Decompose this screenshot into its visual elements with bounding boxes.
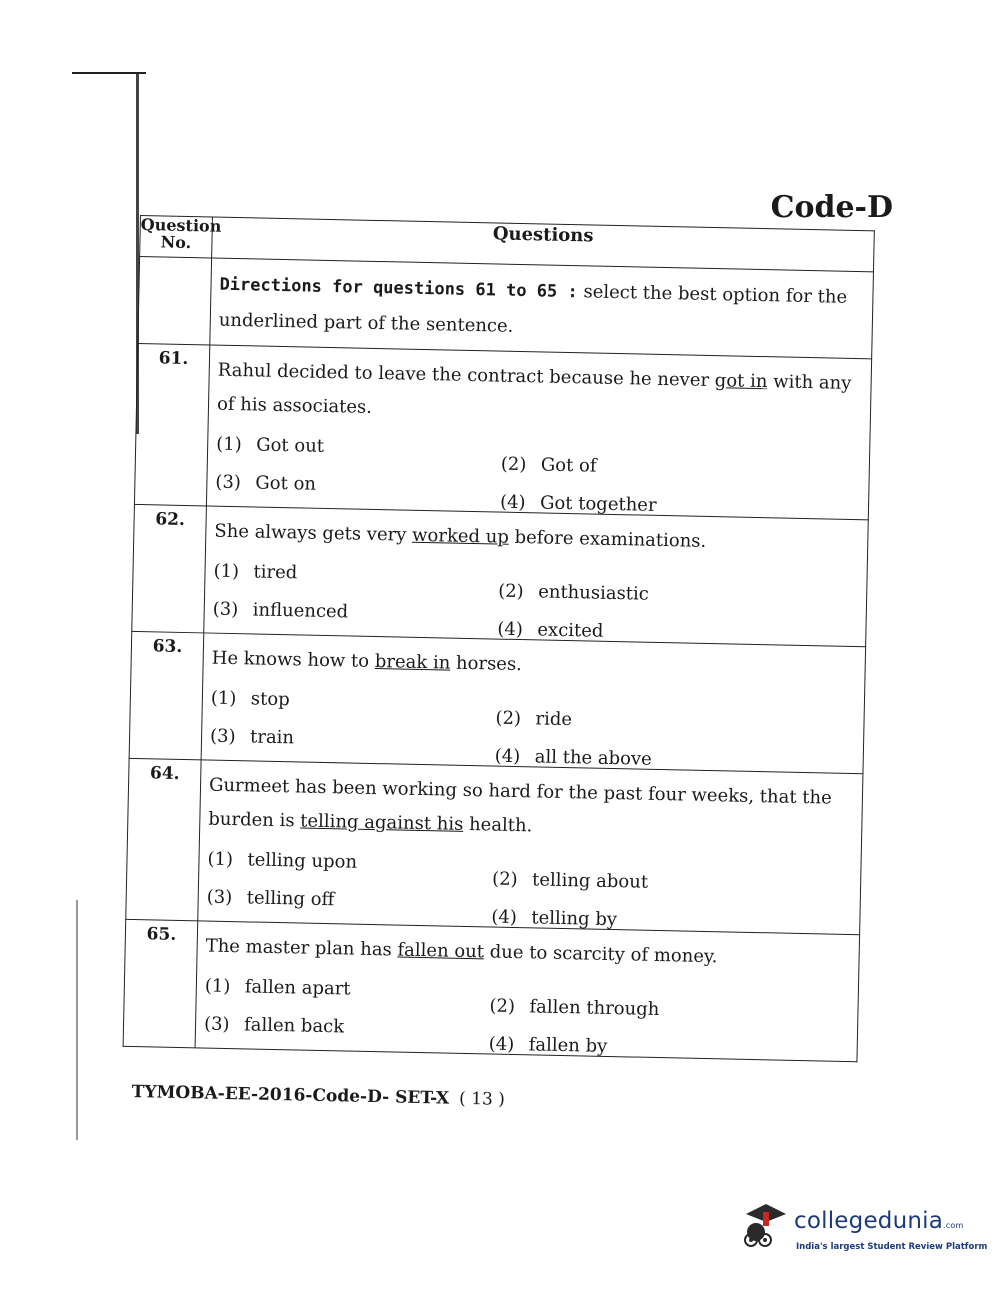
option-text: stop — [250, 688, 290, 711]
directions-body: select the best option for the underlined part of the sentence. — [218, 281, 848, 337]
option-text: telling off — [246, 887, 335, 911]
question-row — [132, 504, 868, 646]
stem-underlined: break in — [374, 651, 451, 674]
question-row — [129, 631, 865, 773]
directions-row — [138, 257, 874, 359]
scan-border-top — [72, 72, 146, 74]
options-grid — [215, 428, 859, 516]
option-number: (1) — [215, 433, 242, 456]
header-question-no — [140, 215, 222, 258]
option-number: (4) — [491, 906, 518, 929]
option-3 — [206, 881, 492, 921]
stem-text-before: Rahul decided to leave the contract because he never — [217, 359, 716, 392]
option-1 — [211, 682, 497, 722]
question-number: 64. — [126, 758, 201, 920]
directions-no-cell — [138, 257, 212, 345]
option-3 — [210, 720, 496, 760]
option-number: (4) — [499, 491, 526, 514]
directions-bold: Directions for questions 61 to 65 : — [219, 274, 578, 303]
option-2 — [500, 448, 859, 489]
option-text: all the above — [534, 746, 653, 770]
options-grid — [212, 555, 856, 640]
question-number: 62. — [132, 504, 207, 632]
question-cell — [195, 921, 860, 1062]
question-stem — [217, 354, 861, 435]
options-grid — [206, 843, 850, 931]
option-text: fallen apart — [244, 976, 351, 1000]
question-cell — [206, 345, 871, 520]
header-no-line2: No. — [160, 232, 192, 253]
option-number: (3) — [209, 725, 236, 748]
option-2 — [495, 702, 854, 743]
option-text: enthusiastic — [537, 581, 650, 605]
stem-underlined: telling against his — [300, 810, 464, 835]
watermark-name-text: collegedunia — [794, 1208, 944, 1234]
option-text: Got on — [255, 472, 317, 495]
option-text: fallen through — [529, 996, 660, 1021]
question-row — [126, 758, 863, 934]
option-text: tired — [253, 561, 298, 584]
stem-text-after: with any of his associates. — [216, 371, 852, 418]
option-number: (2) — [491, 868, 518, 891]
option-number: (3) — [203, 1013, 230, 1036]
option-text: Got out — [255, 434, 325, 457]
option-number: (1) — [210, 687, 237, 710]
option-text: telling by — [531, 907, 618, 931]
question-cell — [198, 760, 863, 935]
watermark-tld: .com — [943, 1221, 964, 1230]
option-number: (3) — [212, 598, 239, 621]
option-3 — [212, 593, 498, 633]
stem-text-after: due to scarcity of money. — [483, 941, 718, 968]
option-3 — [204, 1008, 490, 1048]
stem-text-before: The master plan has — [205, 935, 398, 961]
option-text: Got together — [539, 492, 657, 516]
watermark-name — [794, 1208, 963, 1234]
question-number: 63. — [129, 631, 204, 759]
option-2 — [489, 989, 848, 1030]
stem-text-after: health. — [463, 813, 533, 837]
option-number: (1) — [207, 848, 234, 871]
option-number: (3) — [215, 471, 242, 494]
option-number: (4) — [494, 745, 521, 768]
option-text: fallen back — [243, 1014, 345, 1038]
watermark-tagline: India's largest Student Review Platform — [796, 1242, 988, 1252]
questions-body — [123, 343, 872, 1061]
watermark — [736, 1196, 988, 1258]
header-questions: Questions — [212, 217, 875, 272]
directions-text — [210, 258, 874, 359]
option-number: (2) — [500, 453, 527, 476]
question-cell — [204, 506, 869, 647]
option-text: fallen by — [528, 1034, 608, 1057]
page-number: ( 13 ) — [458, 1088, 506, 1110]
option-number: (2) — [489, 995, 516, 1018]
option-text: train — [249, 726, 295, 749]
option-number: (1) — [204, 975, 231, 998]
stem-underlined: got in — [714, 370, 768, 393]
option-number: (1) — [213, 560, 240, 583]
question-sheet — [121, 215, 875, 1125]
option-number: (2) — [495, 707, 522, 730]
option-1 — [213, 555, 499, 595]
header-no-line1: Question — [140, 215, 222, 236]
option-number: (3) — [206, 886, 233, 909]
option-number: (2) — [497, 580, 524, 603]
option-3 — [215, 466, 501, 506]
footer-code: TYMOBA-EE-2016-Code-D- SET-X — [131, 1082, 450, 1109]
stem-text-before: She always gets very — [214, 520, 413, 546]
question-table — [123, 215, 875, 1062]
option-text: telling about — [531, 869, 649, 893]
option-1 — [205, 970, 491, 1010]
option-2 — [498, 575, 857, 616]
stem-underlined: fallen out — [397, 939, 485, 963]
option-text: influenced — [252, 599, 349, 623]
option-text: telling upon — [247, 849, 358, 873]
question-row — [134, 343, 871, 519]
option-text: Got of — [540, 454, 597, 477]
stem-text-before: Gurmeet has been working so hard for the past four weeks, that the burden is — [208, 774, 832, 832]
stem-text-after: before examinations. — [508, 526, 707, 552]
collegedunia-logo-icon — [736, 1198, 792, 1254]
question-cell — [201, 633, 866, 774]
question-number: 61. — [134, 343, 209, 505]
option-1 — [207, 843, 493, 883]
question-row — [123, 919, 859, 1061]
options-grid — [204, 970, 848, 1055]
option-text: excited — [537, 619, 604, 642]
option-text: ride — [535, 708, 573, 731]
question-stem — [208, 769, 852, 850]
question-number: 65. — [123, 919, 198, 1047]
paper-code: Code-D — [770, 190, 893, 225]
scan-border-left-lower — [76, 900, 78, 1140]
option-4 — [488, 1027, 847, 1068]
stem-text-before: He knows how to — [211, 647, 376, 673]
stem-underlined: worked up — [411, 524, 510, 548]
option-number: (4) — [488, 1033, 515, 1056]
stem-text-after: horses. — [450, 652, 523, 676]
option-1 — [216, 428, 502, 468]
option-2 — [492, 863, 851, 904]
options-grid — [209, 682, 854, 770]
option-number: (4) — [497, 618, 524, 641]
